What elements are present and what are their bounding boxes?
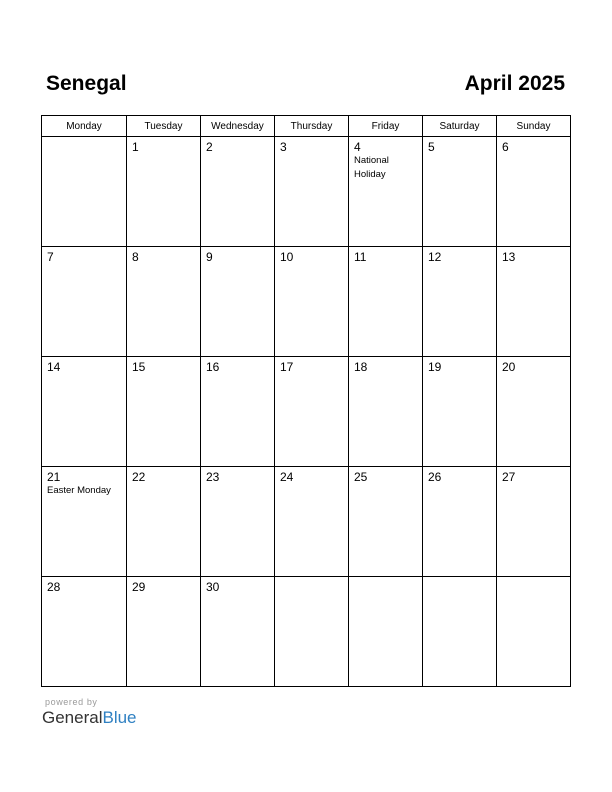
holiday-label: National Holiday: [354, 155, 389, 180]
day-number: 11: [354, 250, 367, 264]
day-cell: [201, 137, 275, 247]
day-cell: [349, 357, 423, 467]
day-cell: [201, 467, 275, 577]
country-title: Senegal: [46, 72, 127, 95]
day-cell: [497, 137, 571, 247]
weekday-header-row: [42, 116, 571, 137]
day-cell: [497, 467, 571, 577]
weekday-header-wednesday: Wednesday: [201, 116, 275, 137]
day-number: 1: [132, 140, 139, 154]
day-cell: [42, 467, 127, 577]
week-row: [42, 577, 571, 687]
day-cell: [497, 577, 571, 687]
day-cell: [423, 357, 497, 467]
day-cell: [349, 137, 423, 247]
week-row: [42, 357, 571, 467]
day-number: 28: [47, 580, 61, 594]
day-cell: [423, 577, 497, 687]
day-cell: [275, 467, 349, 577]
generalblue-logo[interactable]: [42, 708, 137, 728]
day-cell: [42, 357, 127, 467]
day-number: 30: [206, 580, 220, 594]
day-number: 21: [47, 470, 61, 484]
day-number: 24: [280, 470, 294, 484]
weekday-header-friday: Friday: [349, 116, 423, 137]
day-number: 29: [132, 580, 146, 594]
day-cell: [127, 357, 201, 467]
brand-part1: General: [42, 708, 103, 727]
calendar-grid: [41, 115, 571, 687]
day-number: 5: [428, 140, 435, 154]
day-cell: [497, 357, 571, 467]
day-number: 4: [354, 140, 361, 154]
week-row: [42, 247, 571, 357]
week-row: [42, 467, 571, 577]
day-cell: [349, 467, 423, 577]
day-number: 15: [132, 360, 146, 374]
day-number: 3: [280, 140, 287, 154]
day-number: 19: [428, 360, 442, 374]
day-number: 2: [206, 140, 213, 154]
day-cell: [349, 247, 423, 357]
holiday-label: Easter Monday: [47, 485, 111, 496]
day-number: 23: [206, 470, 220, 484]
day-cell: [42, 137, 127, 247]
day-cell: [349, 577, 423, 687]
day-number: 25: [354, 470, 368, 484]
day-cell: [42, 247, 127, 357]
day-cell: [423, 247, 497, 357]
day-number: 10: [280, 250, 294, 264]
day-number: 13: [502, 250, 516, 264]
day-cell: [127, 467, 201, 577]
weekday-header-sunday: Sunday: [497, 116, 571, 137]
day-cell: [201, 247, 275, 357]
day-number: 9: [206, 250, 213, 264]
day-number: 27: [502, 470, 516, 484]
day-cell: [423, 137, 497, 247]
day-number: 22: [132, 470, 146, 484]
weekday-header-monday: Monday: [42, 116, 127, 137]
weekday-header-tuesday: Tuesday: [127, 116, 201, 137]
day-number: 7: [47, 250, 54, 264]
day-number: 26: [428, 470, 442, 484]
day-number: 14: [47, 360, 61, 374]
brand-part2: Blue: [102, 708, 137, 727]
day-cell: [275, 577, 349, 687]
day-cell: [42, 577, 127, 687]
day-number: 18: [354, 360, 368, 374]
day-number: 12: [428, 250, 442, 264]
day-number: 16: [206, 360, 220, 374]
day-cell: [275, 357, 349, 467]
day-number: 6: [502, 140, 509, 154]
day-cell: [127, 577, 201, 687]
day-cell: [201, 357, 275, 467]
day-number: 8: [132, 250, 139, 264]
day-cell: [127, 137, 201, 247]
month-title: April 2025: [464, 72, 565, 95]
weekday-header-saturday: Saturday: [423, 116, 497, 137]
day-cell: [497, 247, 571, 357]
day-cell: [201, 577, 275, 687]
day-cell: [275, 247, 349, 357]
day-number: 17: [280, 360, 294, 374]
day-cell: [275, 137, 349, 247]
powered-by-text: powered by: [45, 697, 98, 707]
week-row: [42, 137, 571, 247]
day-number: 20: [502, 360, 516, 374]
weekday-header-thursday: Thursday: [275, 116, 349, 137]
day-cell: [127, 247, 201, 357]
day-cell: [423, 467, 497, 577]
